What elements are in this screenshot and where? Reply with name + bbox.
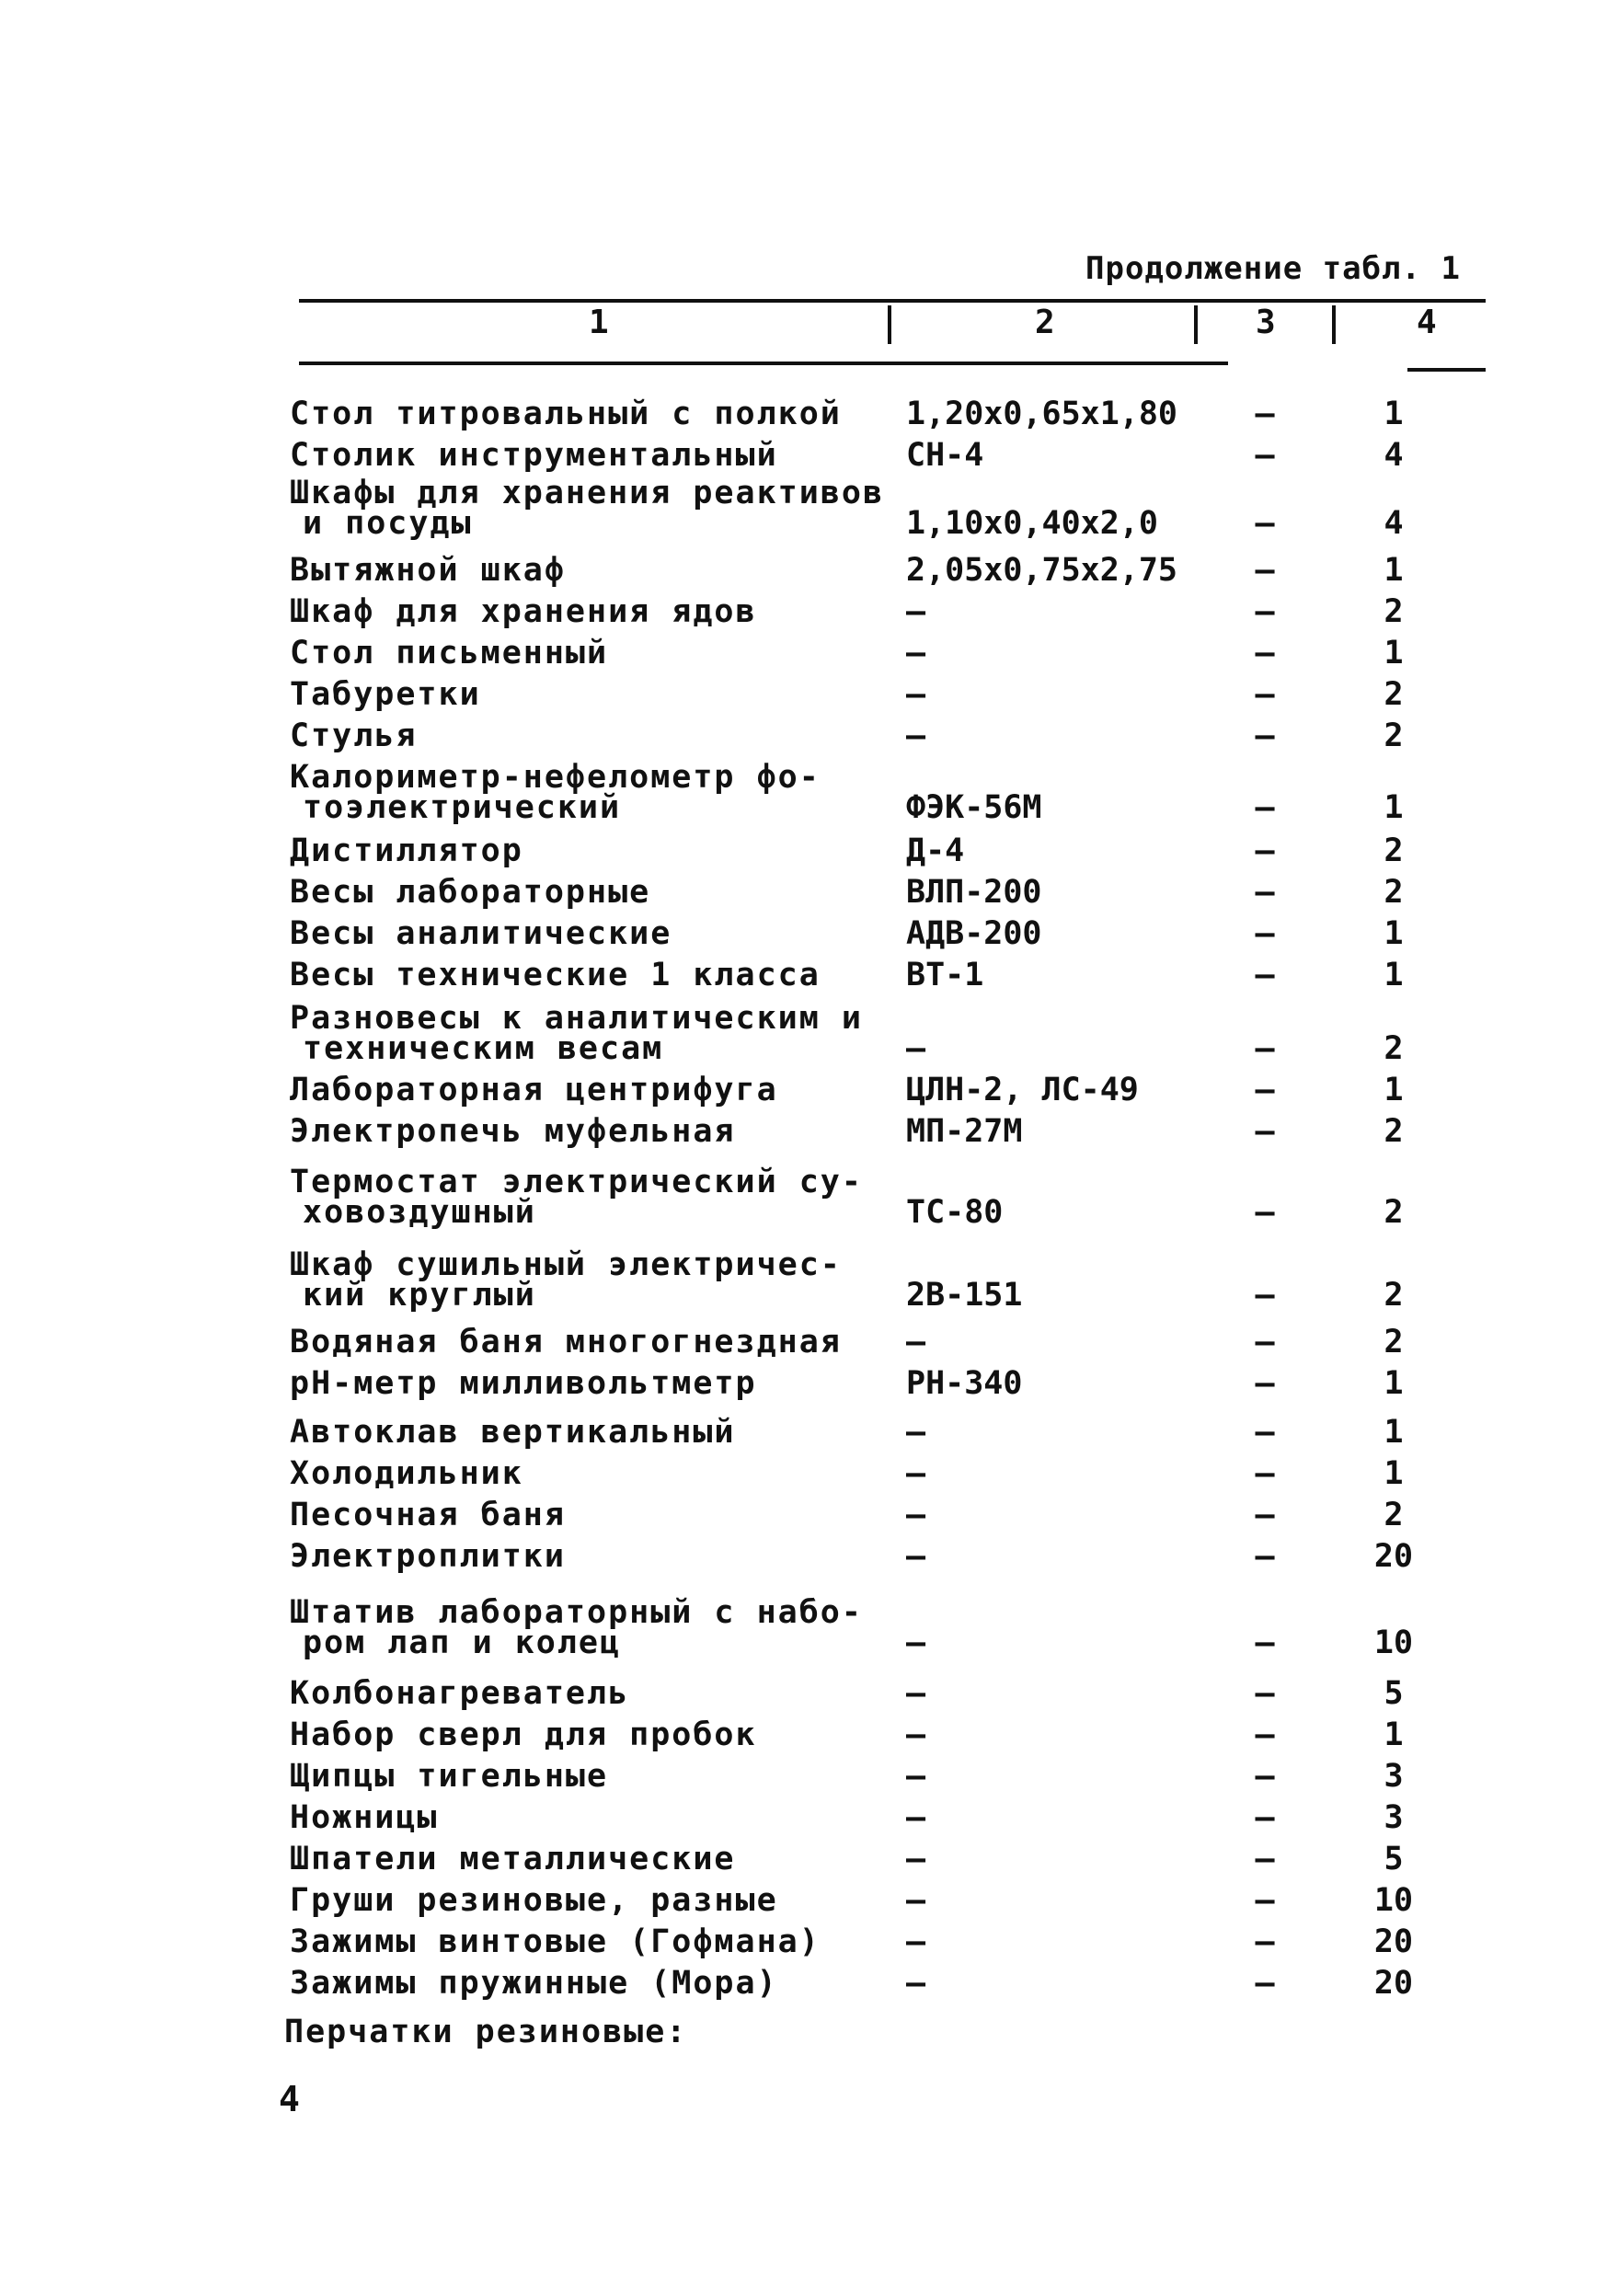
item-name bbox=[290, 1923, 897, 1960]
item-col3: – bbox=[1255, 1277, 1275, 1314]
item-spec: – bbox=[906, 1716, 926, 1753]
item-name-line: Термостат электрический су- bbox=[290, 1164, 863, 1200]
item-spec: – bbox=[906, 1538, 926, 1575]
item-name-line: техническим весам bbox=[303, 1030, 664, 1067]
item-spec: ФЭК-56М bbox=[906, 789, 1042, 826]
item-col3: – bbox=[1255, 1113, 1275, 1150]
item-spec: ЦЛН-2, ЛС-49 bbox=[906, 1072, 1139, 1108]
item-col3: – bbox=[1255, 552, 1275, 589]
item-quantity: 1 bbox=[1384, 1414, 1404, 1451]
item-spec: – bbox=[906, 1799, 926, 1836]
item-quantity: 2 bbox=[1384, 1324, 1404, 1360]
table-row bbox=[290, 593, 1513, 630]
item-spec: – bbox=[906, 1965, 926, 2002]
item-name bbox=[290, 437, 897, 474]
item-quantity: 2 bbox=[1384, 1497, 1404, 1533]
item-name-line: рН-метр милливольтметр bbox=[290, 1365, 757, 1402]
item-col3: – bbox=[1255, 1624, 1275, 1661]
item-col3: – bbox=[1255, 1324, 1275, 1360]
item-spec: ВТ-1 bbox=[906, 957, 984, 993]
header-top-rule bbox=[299, 299, 1486, 303]
header-col-2: 2 bbox=[1035, 304, 1055, 341]
item-name-line: Ножницы bbox=[290, 1799, 439, 1836]
item-spec: – bbox=[906, 1923, 926, 1960]
item-name bbox=[290, 1414, 897, 1451]
item-name-line: Щипцы тигельные bbox=[290, 1758, 609, 1795]
table-row bbox=[290, 718, 1513, 754]
header-col-3: 3 bbox=[1256, 304, 1276, 341]
item-spec: СН-4 bbox=[906, 437, 984, 474]
item-col3: – bbox=[1255, 1841, 1275, 1877]
item-col3: – bbox=[1255, 1365, 1275, 1402]
item-spec: – bbox=[906, 676, 926, 713]
header-divider-1 bbox=[888, 305, 891, 344]
item-name-line: Песочная баня bbox=[290, 1497, 566, 1533]
item-spec: – bbox=[906, 1497, 926, 1533]
item-name-line: Холодильник bbox=[290, 1455, 523, 1492]
table-row bbox=[290, 1965, 1513, 2002]
item-name bbox=[290, 475, 897, 542]
item-quantity: 20 bbox=[1373, 1538, 1414, 1575]
table-row bbox=[290, 396, 1513, 432]
item-quantity: 5 bbox=[1384, 1841, 1404, 1877]
item-spec: 1,20x0,65x1,80 bbox=[906, 396, 1178, 432]
item-col3: – bbox=[1255, 789, 1275, 826]
table-row bbox=[290, 1365, 1513, 1402]
item-quantity: 5 bbox=[1384, 1675, 1404, 1712]
item-name bbox=[290, 874, 897, 911]
header-divider-3 bbox=[1332, 305, 1336, 344]
item-spec: 2,05x0,75x2,75 bbox=[906, 552, 1178, 589]
table-row bbox=[290, 1799, 1513, 1836]
item-name-line: Вытяжной шкаф bbox=[290, 552, 566, 589]
item-name bbox=[290, 1497, 897, 1533]
item-name bbox=[290, 1675, 897, 1712]
table-row bbox=[290, 1716, 1513, 1753]
item-spec: Д-4 bbox=[906, 832, 965, 869]
item-quantity: 3 bbox=[1384, 1758, 1404, 1795]
header-bottom-rule bbox=[299, 362, 1228, 365]
item-col3: – bbox=[1255, 1538, 1275, 1575]
item-quantity: 10 bbox=[1373, 1882, 1414, 1919]
table-row bbox=[290, 552, 1513, 589]
item-name-line: Шкаф для хранения ядов bbox=[290, 593, 757, 630]
item-spec: – bbox=[906, 1030, 926, 1067]
table-row bbox=[290, 915, 1513, 952]
table-row bbox=[290, 1841, 1513, 1877]
item-name-line: кий круглый bbox=[303, 1277, 536, 1314]
item-col3: – bbox=[1255, 1923, 1275, 1960]
item-name-line: Дистиллятор bbox=[290, 832, 523, 869]
item-spec: – bbox=[906, 593, 926, 630]
item-spec: РН-340 bbox=[906, 1365, 1023, 1402]
item-col3: – bbox=[1255, 676, 1275, 713]
item-name-line: и посуды bbox=[303, 505, 473, 542]
item-spec: – bbox=[906, 635, 926, 672]
item-name-line: Колбонагреватель bbox=[290, 1675, 630, 1712]
item-col3: – bbox=[1255, 1716, 1275, 1753]
item-name bbox=[290, 915, 897, 952]
gloves-label: Перчатки резиновые: bbox=[284, 2014, 688, 2050]
item-name bbox=[290, 957, 897, 993]
item-quantity: 1 bbox=[1384, 1716, 1404, 1753]
item-name-line: Набор сверл для пробок bbox=[290, 1716, 757, 1753]
table-row bbox=[290, 1882, 1513, 1919]
page-number: 4 bbox=[279, 2079, 300, 2119]
table-row bbox=[290, 832, 1513, 869]
item-col3: – bbox=[1255, 1194, 1275, 1231]
item-spec: МП-27М bbox=[906, 1113, 1023, 1150]
item-name-line: Разновесы к аналитическим и bbox=[290, 1000, 863, 1037]
item-quantity: 1 bbox=[1384, 552, 1404, 589]
item-name-line: Весы аналитические bbox=[290, 915, 672, 952]
item-quantity: 4 bbox=[1384, 437, 1404, 474]
item-name-line: Автоклав вертикальный bbox=[290, 1414, 736, 1451]
item-quantity: 2 bbox=[1384, 874, 1404, 911]
item-name bbox=[290, 1965, 897, 2002]
item-col3: – bbox=[1255, 593, 1275, 630]
header-divider-2 bbox=[1194, 305, 1198, 344]
continuation-caption: Продолжение табл. 1 bbox=[1085, 250, 1461, 287]
item-name bbox=[290, 396, 897, 432]
item-spec: 1,10x0,40x2,0 bbox=[906, 505, 1158, 542]
item-name bbox=[290, 718, 897, 754]
table-row bbox=[290, 1164, 1513, 1231]
table-row bbox=[290, 1594, 1513, 1661]
item-name-line: Стулья bbox=[290, 718, 418, 754]
table-row bbox=[290, 1000, 1513, 1067]
item-name bbox=[290, 1324, 897, 1360]
item-name bbox=[290, 593, 897, 630]
item-name-line: Весы лабораторные bbox=[290, 874, 651, 911]
item-name bbox=[290, 1113, 897, 1150]
table-row bbox=[290, 1072, 1513, 1108]
table-row bbox=[290, 1758, 1513, 1795]
item-name bbox=[290, 1455, 897, 1492]
item-name bbox=[290, 1164, 897, 1231]
item-name-line: Шкафы для хранения реактивов bbox=[290, 475, 885, 511]
item-col3: – bbox=[1255, 437, 1275, 474]
table-row bbox=[290, 437, 1513, 474]
item-col3: – bbox=[1255, 1030, 1275, 1067]
item-name-line: Шкаф сушильный электричес- bbox=[290, 1246, 842, 1283]
item-name-line: Штатив лабораторный с набо- bbox=[290, 1594, 863, 1631]
item-name bbox=[290, 1758, 897, 1795]
item-name bbox=[290, 1000, 897, 1067]
table-row bbox=[290, 475, 1513, 542]
item-spec: – bbox=[906, 1324, 926, 1360]
item-quantity: 20 bbox=[1373, 1965, 1414, 2002]
header-col-1: 1 bbox=[589, 304, 609, 341]
item-quantity: 1 bbox=[1384, 635, 1404, 672]
item-name-line: Груши резиновые, разные bbox=[290, 1882, 778, 1919]
item-name-line: Зажимы пружинные (Мора) bbox=[290, 1965, 778, 2002]
item-quantity: 2 bbox=[1384, 1113, 1404, 1150]
table-row bbox=[290, 1414, 1513, 1451]
item-name-line: Шпатели металлические bbox=[290, 1841, 736, 1877]
item-quantity: 1 bbox=[1384, 396, 1404, 432]
item-quantity: 1 bbox=[1384, 915, 1404, 952]
item-name bbox=[290, 759, 897, 826]
item-col3: – bbox=[1255, 505, 1275, 542]
table-row bbox=[290, 676, 1513, 713]
item-name bbox=[290, 1841, 897, 1877]
table-row bbox=[290, 759, 1513, 826]
item-quantity: 1 bbox=[1384, 1072, 1404, 1108]
table-row bbox=[290, 957, 1513, 993]
item-col3: – bbox=[1255, 1965, 1275, 2002]
item-name bbox=[290, 1246, 897, 1314]
item-col3: – bbox=[1255, 832, 1275, 869]
item-quantity: 20 bbox=[1373, 1923, 1414, 1960]
item-quantity: 2 bbox=[1384, 676, 1404, 713]
table-row bbox=[290, 1113, 1513, 1150]
table-header-row bbox=[0, 304, 1619, 359]
item-spec: – bbox=[906, 1758, 926, 1795]
item-name bbox=[290, 1538, 897, 1575]
item-quantity: 10 bbox=[1373, 1624, 1414, 1661]
item-name-line: Табуретки bbox=[290, 676, 481, 713]
table-row bbox=[290, 874, 1513, 911]
item-quantity: 4 bbox=[1384, 505, 1404, 542]
item-col3: – bbox=[1255, 635, 1275, 672]
item-col3: – bbox=[1255, 957, 1275, 993]
item-col3: – bbox=[1255, 1799, 1275, 1836]
table-row bbox=[290, 1923, 1513, 1960]
item-name-line: ром лап и колец bbox=[303, 1624, 622, 1661]
item-quantity: 1 bbox=[1384, 1455, 1404, 1492]
item-name-line: Калориметр-нефелометр фо- bbox=[290, 759, 821, 796]
table-row bbox=[290, 1324, 1513, 1360]
item-col3: – bbox=[1255, 874, 1275, 911]
item-name-line: Стол титровальный с полкой bbox=[290, 396, 842, 432]
table-row bbox=[290, 1455, 1513, 1492]
item-col3: – bbox=[1255, 915, 1275, 952]
item-name-line: Зажимы винтовые (Гофмана) bbox=[290, 1923, 821, 1960]
item-name-line: тоэлектрический bbox=[303, 789, 622, 826]
item-quantity: 2 bbox=[1384, 832, 1404, 869]
item-spec: ВЛП-200 bbox=[906, 874, 1042, 911]
item-name bbox=[290, 552, 897, 589]
item-name bbox=[290, 832, 897, 869]
item-col3: – bbox=[1255, 1072, 1275, 1108]
table-row bbox=[290, 1497, 1513, 1533]
table-row bbox=[290, 1675, 1513, 1712]
item-name-line: ховоздушный bbox=[303, 1194, 536, 1231]
item-quantity: 1 bbox=[1384, 957, 1404, 993]
item-col3: – bbox=[1255, 1882, 1275, 1919]
item-quantity: 2 bbox=[1384, 718, 1404, 754]
item-name bbox=[290, 1072, 897, 1108]
item-name bbox=[290, 676, 897, 713]
item-quantity: 3 bbox=[1384, 1799, 1404, 1836]
item-quantity: 2 bbox=[1384, 1194, 1404, 1231]
item-spec: – bbox=[906, 1882, 926, 1919]
item-spec: – bbox=[906, 1414, 926, 1451]
item-quantity: 2 bbox=[1384, 1030, 1404, 1067]
item-name bbox=[290, 635, 897, 672]
item-spec: ТС-80 bbox=[906, 1194, 1004, 1231]
header-bottom-rule-right bbox=[1407, 368, 1486, 372]
item-spec: – bbox=[906, 1624, 926, 1661]
item-name-line: Электроплитки bbox=[290, 1538, 566, 1575]
item-col3: – bbox=[1255, 718, 1275, 754]
item-col3: – bbox=[1255, 1675, 1275, 1712]
header-col-4: 4 bbox=[1417, 304, 1437, 341]
item-name bbox=[290, 1882, 897, 1919]
table-row bbox=[290, 635, 1513, 672]
item-name-line: Электропечь муфельная bbox=[290, 1113, 736, 1150]
item-quantity: 2 bbox=[1384, 1277, 1404, 1314]
item-col3: – bbox=[1255, 1497, 1275, 1533]
item-col3: – bbox=[1255, 396, 1275, 432]
table-row bbox=[290, 1538, 1513, 1575]
item-spec: – bbox=[906, 718, 926, 754]
item-quantity: 1 bbox=[1384, 1365, 1404, 1402]
item-col3: – bbox=[1255, 1758, 1275, 1795]
item-spec: – bbox=[906, 1675, 926, 1712]
item-name-line: Лабораторная центрифуга bbox=[290, 1072, 778, 1108]
item-quantity: 2 bbox=[1384, 593, 1404, 630]
item-name-line: Весы технические 1 класса bbox=[290, 957, 821, 993]
item-spec: – bbox=[906, 1455, 926, 1492]
item-name-line: Стол письменный bbox=[290, 635, 609, 672]
item-name bbox=[290, 1799, 897, 1836]
item-name-line: Столик инструментальный bbox=[290, 437, 778, 474]
table-row bbox=[290, 1246, 1513, 1314]
item-spec: 2В-151 bbox=[906, 1277, 1023, 1314]
item-name bbox=[290, 1365, 897, 1402]
item-col3: – bbox=[1255, 1414, 1275, 1451]
equipment-table bbox=[290, 388, 1513, 2002]
item-name bbox=[290, 1594, 897, 1661]
item-spec: АДВ-200 bbox=[906, 915, 1042, 952]
item-spec: – bbox=[906, 1841, 926, 1877]
item-name bbox=[290, 1716, 897, 1753]
item-name-line: Водяная баня многогнездная bbox=[290, 1324, 842, 1360]
item-col3: – bbox=[1255, 1455, 1275, 1492]
item-quantity: 1 bbox=[1384, 789, 1404, 826]
